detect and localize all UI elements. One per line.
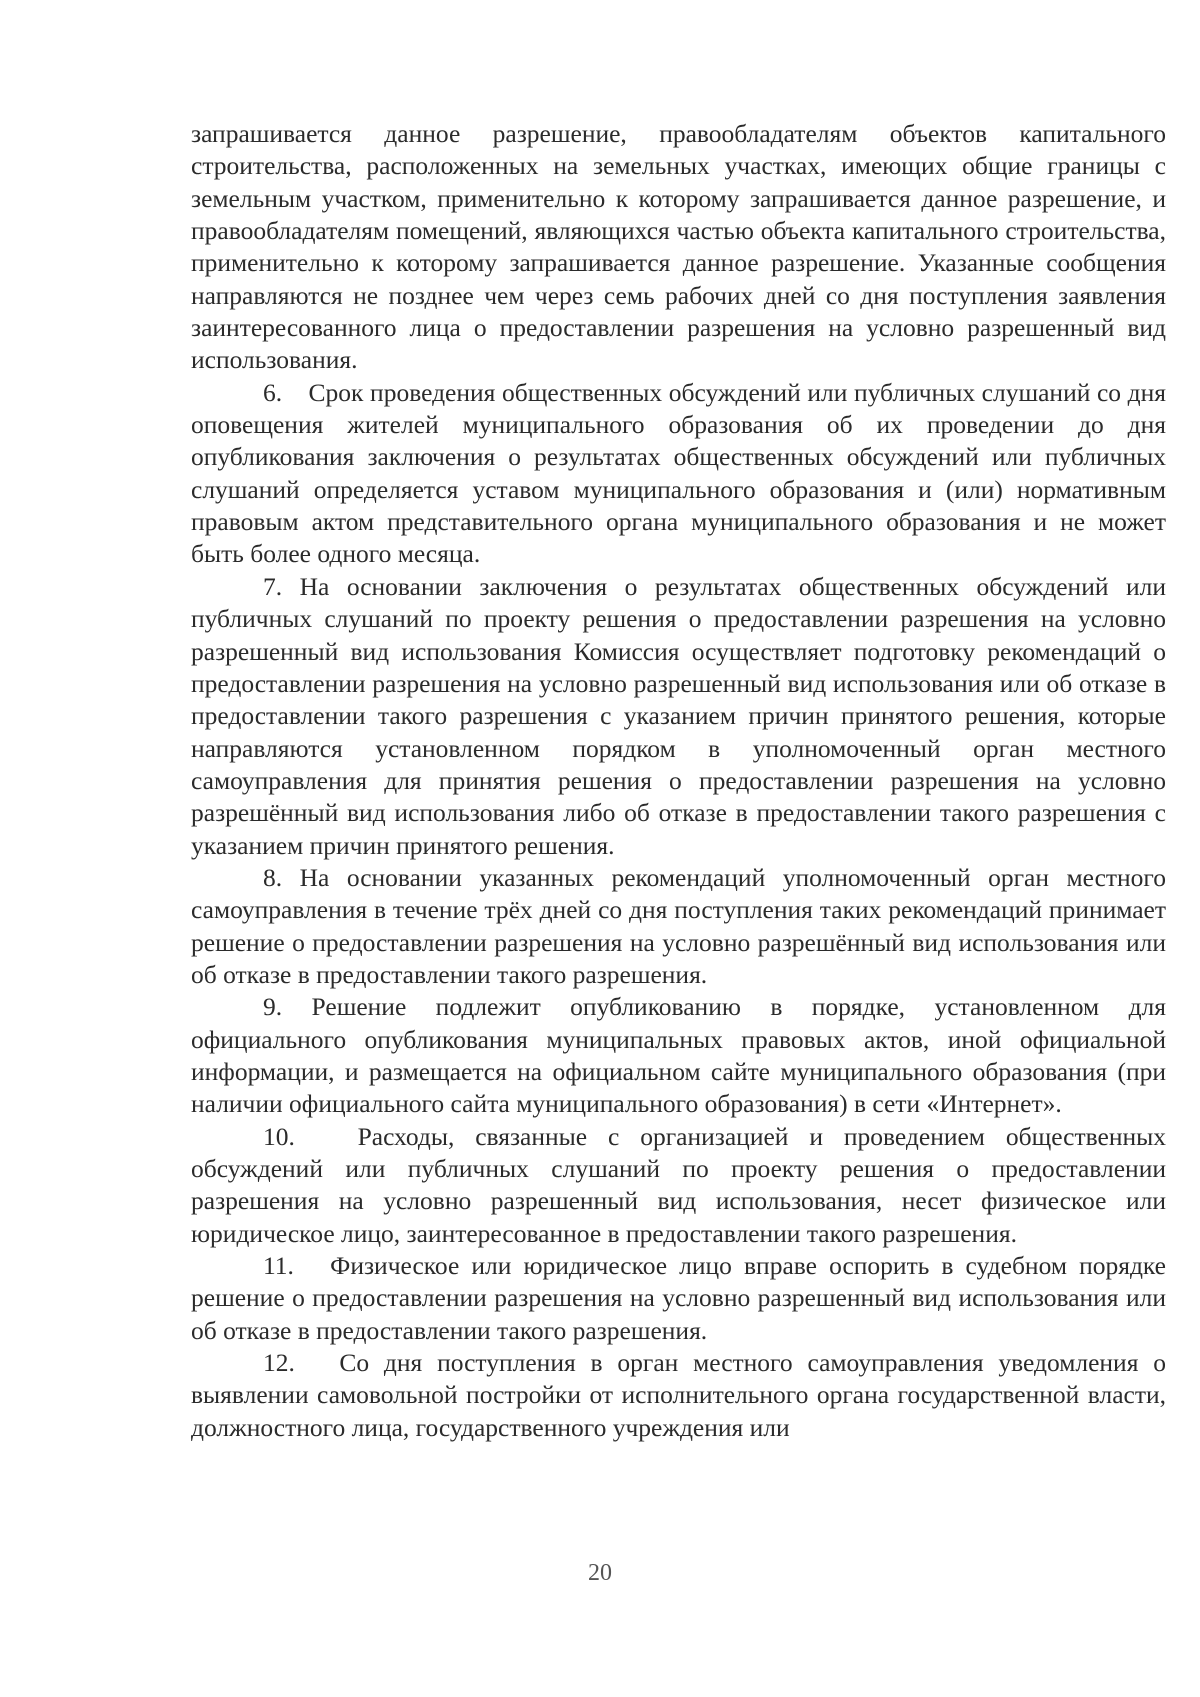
paragraph-item-8: 8. На основании указанных рекомендаций уполномоченный орган местного самоуправления в течение трёх дней со дня поступления таких рекомендаций принимает решение о предоставлении разрешения на условно разрешённый вид использования или об отказе в предоставлении такого разрешения.	[191, 862, 1166, 989]
paragraph-item-6: 6. Срок проведения общественных обсуждений или публичных слушаний со дня оповещения жителей муниципального образования об их проведении до дня опубликования заключения о результатах общественных обсуждений или публичных слушаний определяется уставом муниципального образования и (или) нормативным правовым актом представительного органа муниципального образования и не может быть более одного месяца.	[191, 377, 1166, 569]
paragraph-item-7: 7. На основании заключения о результатах общественных обсуждений или публичных слушаний по проекту решения о предоставлении разрешения на условно разрешенный вид использования Комиссия осуществляет подготовку рекомендаций о предоставлении разрешения на условно разрешенный вид использования или об отказе в предоставлении такого разрешения с указанием причин принятого решения, которые направляются установленном порядком в уполномоченный орган местного самоуправления для принятия решения о предоставлении разрешения на условно разрешённый вид использования либо об отказе в предоставлении такого разрешения с указанием причин принятого решения.	[191, 571, 1166, 860]
document-body	[191, 118, 1166, 1444]
paragraph-continuation: запрашивается данное разрешение, правообладателям объектов капитального строительства, расположенных на земельных участках, имеющих общие границы с земельным участком, применительно к которому запрашивается данное разрешение, и правообладателям помещений, являющихся частью объекта капитального строительства, применительно к которому запрашивается данное разрешение. Указанные сообщения направляются не позднее чем через семь рабочих дней со дня поступления заявления заинтересованного лица о предоставлении разрешения на условно разрешенный вид использования.	[191, 119, 1166, 375]
paragraph-item-10: 10. Расходы, связанные с организацией и проведением общественных обсуждений или публичных слушаний по проекту решения о предоставлении разрешения на условно разрешенный вид использования, несет физическое или юридическое лицо, заинтересованное в предоставлении такого разрешения.	[191, 1121, 1166, 1248]
paragraph-item-11: 11. Физическое или юридическое лицо вправе оспорить в судебном порядке решение о предоставлении разрешения на условно разрешенный вид использования или об отказе в предоставлении такого разрешения.	[191, 1251, 1166, 1345]
page-number: 20	[588, 1560, 612, 1586]
paragraph-item-9: 9. Решение подлежит опубликованию в порядке, установленном для официального опубликования муниципальных правовых актов, иной официальной информации, и размещается на официальном сайте муниципального образования (при наличии официального сайта муниципального образования) в сети «Интернет».	[191, 992, 1166, 1119]
paragraph-item-12: 12. Со дня поступления в орган местного самоуправления уведомления о выявлении самовольной постройки от исполнительного органа государственной власти, должностного лица, государственного учреждения или	[191, 1348, 1166, 1442]
